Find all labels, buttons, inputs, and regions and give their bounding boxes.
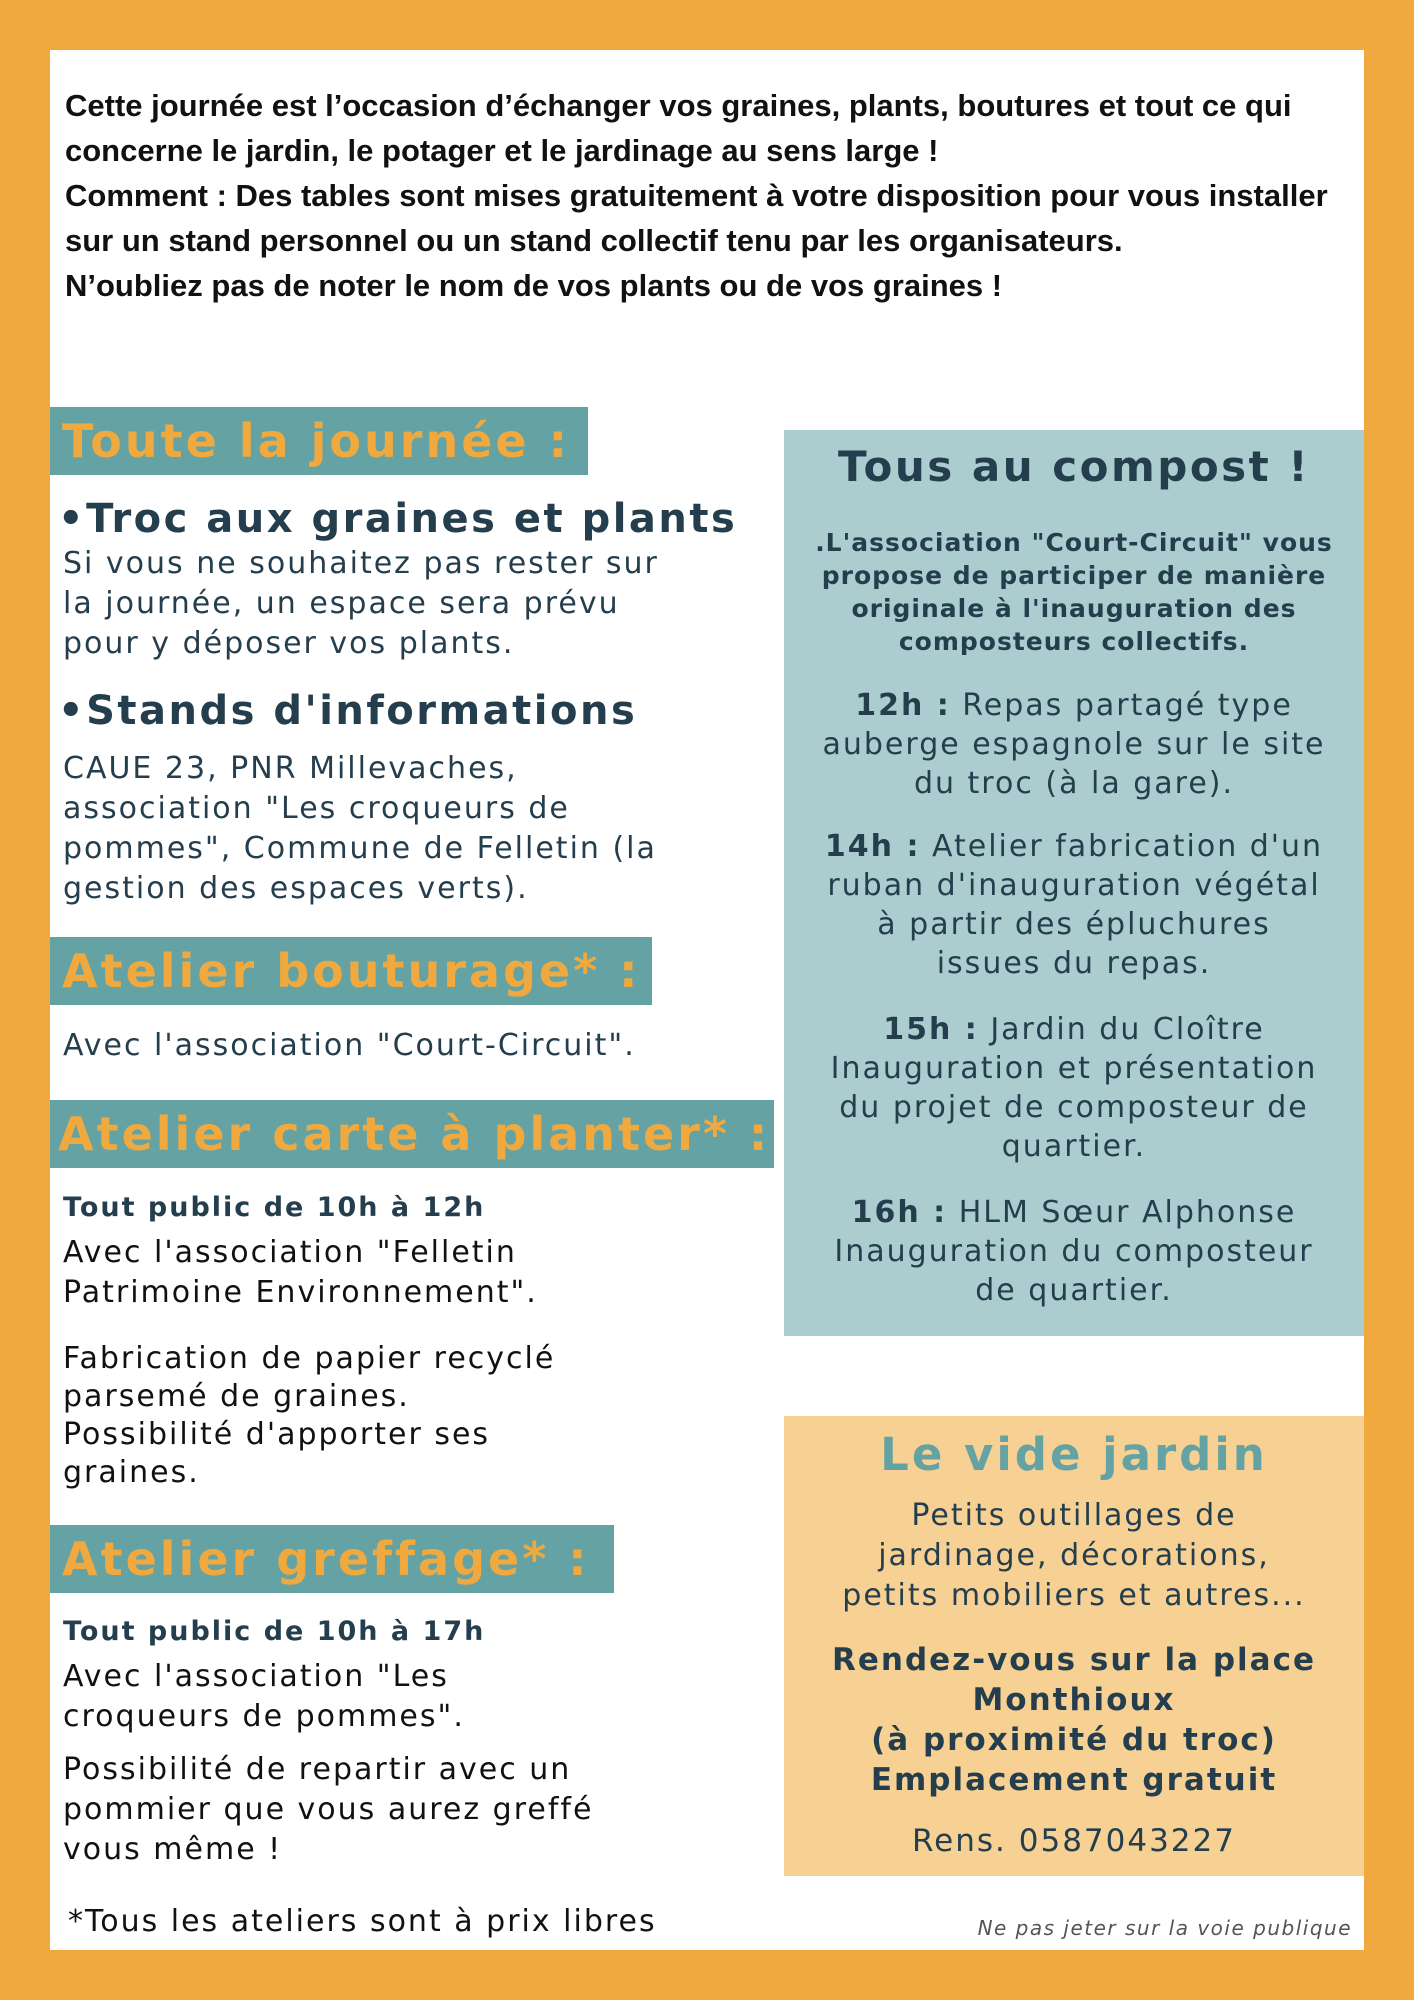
carte-text-2: Fabrication de papier recyclé parsemé de graines. Possibilité d'apporter ses graines. bbox=[63, 1341, 556, 1490]
carte-text-1: Avec l'association "Felletin Patrimoine Environnement". bbox=[63, 1235, 538, 1310]
intro-line-1: Cette journée est l’occasion d’échanger vos graines, plants, boutures et tout ce qui concerne le jardin, le potager et le jardinage au sens large ! bbox=[65, 88, 1292, 168]
vide-contact-phone: Rens. 0587043227 bbox=[912, 1823, 1236, 1859]
stands-text: CAUE 23, PNR Millevaches, association "Les croqueurs de pommes", Commune de Felletin (la gestion des espaces verts). bbox=[63, 751, 657, 906]
carte-banner: Atelier carte à planter* : bbox=[50, 1100, 774, 1168]
troc-text: Si vous ne souhaitez pas rester sur la journée, un espace sera prévu pour y déposer vos plants. bbox=[63, 546, 659, 661]
price-note: *Tous les ateliers sont à prix libres bbox=[68, 1904, 657, 1939]
vide-rendezvous: Rendez-vous sur la place Monthioux (à proximité du troc) Emplacement gratuit bbox=[832, 1642, 1316, 1798]
bouturage-banner: Atelier bouturage* : bbox=[50, 937, 652, 1005]
schedule-15h: 15h : Jardin du Cloître Inauguration et présentation du projet de composteur de quartier. bbox=[830, 1012, 1318, 1164]
flyer-page bbox=[50, 50, 1364, 1950]
compost-title: Tous au compost ! bbox=[837, 442, 1311, 491]
greffage-text-1: Avec l'association "Les croqueurs de pommes". bbox=[63, 1659, 465, 1734]
intro-line-2: Comment : Des tables sont mises gratuitement à votre disposition pour vous installer sur un stand personnel ou un stand collectif tenu par les organisateurs. bbox=[65, 178, 1328, 258]
schedule-14h: 14h : Atelier fabrication d'un ruban d'inauguration végétal à partir des épluchures issues du repas. bbox=[824, 829, 1324, 981]
greffage-public: Tout public de 10h à 17h bbox=[63, 1616, 486, 1647]
intro-line-3: N’oubliez pas de noter le nom de vos plants ou de vos graines ! bbox=[65, 268, 1003, 303]
compost-panel bbox=[784, 430, 1364, 1336]
vide-jardin-panel bbox=[784, 1416, 1364, 1876]
vide-description: Petits outillages de jardinage, décorations, petits mobiliers et autres... bbox=[842, 1498, 1306, 1613]
stands-title: •Stands d'informations bbox=[58, 688, 638, 734]
bouturage-text: Avec l'association "Court-Circuit". bbox=[63, 1028, 636, 1063]
greffage-text-2: Possibilité de repartir avec un pommier que vous aurez greffé vous même ! bbox=[63, 1752, 594, 1867]
greffage-banner: Atelier greffage* : bbox=[50, 1525, 614, 1593]
schedule-12h: 12h : Repas partagé type auberge espagnole sur le site du troc (à la gare). bbox=[822, 688, 1326, 801]
compost-lead: .L'association "Court-Circuit" vous propose de participer de manière originale à l'inauguration des composteurs collectifs. bbox=[815, 528, 1333, 656]
schedule-16h: 16h : HLM Sœur Alphonse Inauguration du composteur de quartier. bbox=[834, 1195, 1314, 1308]
footer-note: Ne pas jeter sur la voie publique bbox=[977, 1916, 1352, 1940]
day-banner: Toute la journée : bbox=[50, 407, 588, 475]
intro-text bbox=[65, 83, 1355, 308]
vide-title: Le vide jardin bbox=[880, 1428, 1268, 1481]
troc-title: •Troc aux graines et plants bbox=[58, 496, 738, 542]
carte-public: Tout public de 10h à 12h bbox=[63, 1192, 486, 1223]
